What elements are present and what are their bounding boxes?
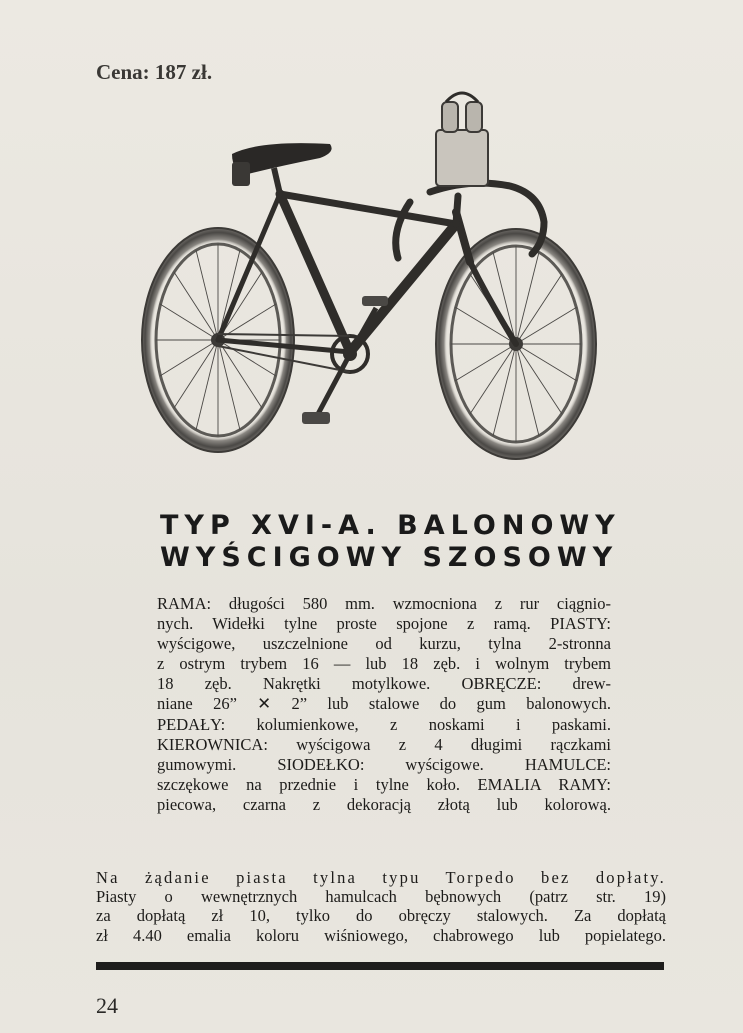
spec-line: z ostrym trybem 16 — lub 18 zęb. i wolnym trybem	[157, 654, 611, 674]
price-label: Cena: 187 zł.	[96, 60, 213, 84]
spec-line: PEDAŁY: kolumienkowe, z noskami i paskami.	[157, 714, 611, 734]
spec-line: piecowa, czarna z dekoracją złotą lub kolorową.	[157, 794, 611, 814]
spec-line: wyścigowe, uszczelnione od kurzu, tylna 2-stronna	[157, 634, 611, 654]
bicycle-icon	[140, 82, 610, 482]
spec-line: RAMA: długości 580 mm. wzmocniona z rur ciągnio-	[157, 594, 611, 613]
spec-line: gumowymi. SIODEŁKO: wyścigowe. HAMULCE:	[157, 754, 611, 774]
spec-line: nych. Widełki tylne proste spojone z ramą. PIASTY:	[157, 614, 611, 634]
order-note	[96, 868, 666, 945]
water-bottles	[436, 93, 488, 186]
note-line: zł 4.40 emalia koloru wiśniowego, chabrowego lub popielatego.	[96, 925, 666, 945]
spec-line: szczękowe na przednie i tylne koło. EMALIA RAMY:	[157, 774, 611, 794]
saddle	[232, 143, 332, 194]
note-line: Na żądanie piasta tylna typu Torpedo bez dopłaty.	[96, 868, 666, 887]
model-subheading: WYŚCIGOWY SZOSOWY	[160, 542, 619, 573]
specification-text	[157, 594, 611, 815]
note-line: za dopłatą zł 10, tylko do obręczy stalowych. Za dopłatą	[96, 906, 666, 926]
page-number: 24	[96, 993, 118, 1018]
model-heading: TYP XVI-A. BALONOWY	[160, 510, 621, 541]
bicycle-illustration	[140, 82, 610, 482]
note-line: Piasty o wewnętrznych hamulcach bębnowych (patrz str. 19)	[96, 887, 666, 907]
spec-line: 18 zęb. Nakrętki motylkowe. OBRĘCZE: drew-	[157, 674, 611, 694]
divider-rule	[96, 962, 664, 970]
spec-line: niane 26” ✕ 2” lub stalowe do gum balonowych.	[157, 694, 611, 714]
spec-line: KIEROWNICA: wyścigowa z 4 długimi rączkami	[157, 734, 611, 754]
